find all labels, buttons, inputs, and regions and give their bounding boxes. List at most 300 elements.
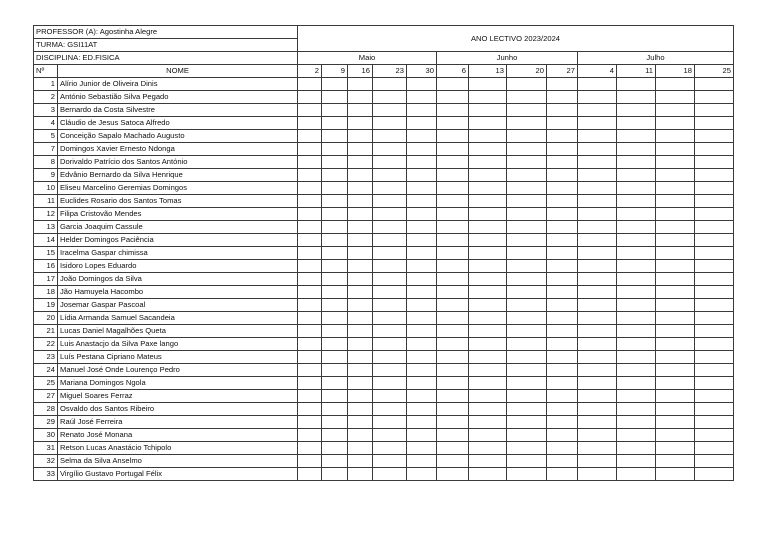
attendance-cell[interactable] (695, 104, 734, 117)
attendance-cell[interactable] (348, 78, 373, 91)
attendance-cell[interactable] (407, 260, 437, 273)
attendance-cell[interactable] (322, 234, 348, 247)
attendance-cell[interactable] (298, 221, 322, 234)
attendance-cell[interactable] (348, 260, 373, 273)
attendance-cell[interactable] (469, 143, 507, 156)
attendance-cell[interactable] (437, 403, 469, 416)
attendance-cell[interactable] (578, 104, 617, 117)
attendance-cell[interactable] (617, 299, 656, 312)
attendance-cell[interactable] (578, 286, 617, 299)
attendance-cell[interactable] (437, 468, 469, 481)
attendance-cell[interactable] (507, 169, 547, 182)
attendance-cell[interactable] (373, 260, 407, 273)
attendance-cell[interactable] (507, 390, 547, 403)
attendance-cell[interactable] (578, 429, 617, 442)
attendance-cell[interactable] (578, 273, 617, 286)
attendance-cell[interactable] (407, 325, 437, 338)
attendance-cell[interactable] (373, 325, 407, 338)
attendance-cell[interactable] (407, 286, 437, 299)
attendance-cell[interactable] (656, 429, 695, 442)
attendance-cell[interactable] (469, 390, 507, 403)
attendance-cell[interactable] (407, 104, 437, 117)
attendance-cell[interactable] (373, 416, 407, 429)
attendance-cell[interactable] (547, 364, 578, 377)
attendance-cell[interactable] (507, 247, 547, 260)
attendance-cell[interactable] (298, 338, 322, 351)
attendance-cell[interactable] (322, 468, 348, 481)
attendance-cell[interactable] (469, 416, 507, 429)
attendance-cell[interactable] (298, 234, 322, 247)
attendance-cell[interactable] (373, 221, 407, 234)
attendance-cell[interactable] (656, 468, 695, 481)
attendance-cell[interactable] (469, 442, 507, 455)
attendance-cell[interactable] (348, 468, 373, 481)
attendance-cell[interactable] (322, 195, 348, 208)
attendance-cell[interactable] (298, 455, 322, 468)
attendance-cell[interactable] (469, 455, 507, 468)
attendance-cell[interactable] (348, 195, 373, 208)
attendance-cell[interactable] (348, 143, 373, 156)
attendance-cell[interactable] (322, 403, 348, 416)
attendance-cell[interactable] (507, 468, 547, 481)
attendance-cell[interactable] (469, 338, 507, 351)
attendance-cell[interactable] (507, 117, 547, 130)
attendance-cell[interactable] (507, 442, 547, 455)
attendance-cell[interactable] (322, 416, 348, 429)
attendance-cell[interactable] (469, 351, 507, 364)
attendance-cell[interactable] (617, 442, 656, 455)
attendance-cell[interactable] (578, 143, 617, 156)
attendance-cell[interactable] (656, 182, 695, 195)
attendance-cell[interactable] (437, 325, 469, 338)
attendance-cell[interactable] (348, 299, 373, 312)
attendance-cell[interactable] (617, 377, 656, 390)
attendance-cell[interactable] (298, 390, 322, 403)
attendance-cell[interactable] (437, 351, 469, 364)
attendance-cell[interactable] (547, 117, 578, 130)
attendance-cell[interactable] (469, 299, 507, 312)
attendance-cell[interactable] (407, 455, 437, 468)
attendance-cell[interactable] (656, 286, 695, 299)
attendance-cell[interactable] (469, 91, 507, 104)
attendance-cell[interactable] (469, 169, 507, 182)
attendance-cell[interactable] (407, 390, 437, 403)
attendance-cell[interactable] (437, 182, 469, 195)
attendance-cell[interactable] (437, 78, 469, 91)
attendance-cell[interactable] (373, 338, 407, 351)
attendance-cell[interactable] (437, 286, 469, 299)
attendance-cell[interactable] (298, 286, 322, 299)
attendance-cell[interactable] (656, 143, 695, 156)
attendance-cell[interactable] (695, 260, 734, 273)
attendance-cell[interactable] (322, 117, 348, 130)
attendance-cell[interactable] (322, 182, 348, 195)
attendance-cell[interactable] (547, 442, 578, 455)
attendance-cell[interactable] (695, 312, 734, 325)
attendance-cell[interactable] (578, 312, 617, 325)
attendance-cell[interactable] (469, 104, 507, 117)
attendance-cell[interactable] (407, 468, 437, 481)
attendance-cell[interactable] (617, 104, 656, 117)
attendance-cell[interactable] (578, 78, 617, 91)
attendance-cell[interactable] (348, 117, 373, 130)
attendance-cell[interactable] (469, 117, 507, 130)
attendance-cell[interactable] (348, 442, 373, 455)
attendance-cell[interactable] (348, 286, 373, 299)
attendance-cell[interactable] (507, 286, 547, 299)
attendance-cell[interactable] (578, 91, 617, 104)
attendance-cell[interactable] (298, 260, 322, 273)
attendance-cell[interactable] (469, 195, 507, 208)
attendance-cell[interactable] (437, 442, 469, 455)
attendance-cell[interactable] (617, 182, 656, 195)
attendance-cell[interactable] (656, 351, 695, 364)
attendance-cell[interactable] (507, 377, 547, 390)
attendance-cell[interactable] (656, 195, 695, 208)
attendance-cell[interactable] (469, 312, 507, 325)
attendance-cell[interactable] (656, 273, 695, 286)
attendance-cell[interactable] (407, 169, 437, 182)
attendance-cell[interactable] (373, 156, 407, 169)
attendance-cell[interactable] (348, 312, 373, 325)
attendance-cell[interactable] (547, 390, 578, 403)
attendance-cell[interactable] (656, 338, 695, 351)
attendance-cell[interactable] (298, 442, 322, 455)
attendance-cell[interactable] (656, 455, 695, 468)
attendance-cell[interactable] (437, 117, 469, 130)
attendance-cell[interactable] (547, 208, 578, 221)
attendance-cell[interactable] (348, 338, 373, 351)
attendance-cell[interactable] (617, 195, 656, 208)
attendance-cell[interactable] (407, 91, 437, 104)
attendance-cell[interactable] (469, 260, 507, 273)
attendance-cell[interactable] (547, 455, 578, 468)
attendance-cell[interactable] (322, 208, 348, 221)
attendance-cell[interactable] (547, 312, 578, 325)
attendance-cell[interactable] (695, 78, 734, 91)
attendance-cell[interactable] (547, 273, 578, 286)
attendance-cell[interactable] (547, 182, 578, 195)
attendance-cell[interactable] (507, 260, 547, 273)
attendance-cell[interactable] (617, 169, 656, 182)
attendance-cell[interactable] (407, 416, 437, 429)
attendance-cell[interactable] (298, 143, 322, 156)
attendance-cell[interactable] (695, 338, 734, 351)
attendance-cell[interactable] (373, 364, 407, 377)
attendance-cell[interactable] (348, 247, 373, 260)
attendance-cell[interactable] (373, 208, 407, 221)
attendance-cell[interactable] (407, 351, 437, 364)
attendance-cell[interactable] (507, 143, 547, 156)
attendance-cell[interactable] (617, 78, 656, 91)
attendance-cell[interactable] (348, 182, 373, 195)
attendance-cell[interactable] (695, 208, 734, 221)
attendance-cell[interactable] (348, 377, 373, 390)
attendance-cell[interactable] (469, 429, 507, 442)
attendance-cell[interactable] (695, 442, 734, 455)
attendance-cell[interactable] (578, 117, 617, 130)
attendance-cell[interactable] (298, 299, 322, 312)
attendance-cell[interactable] (617, 247, 656, 260)
attendance-cell[interactable] (322, 299, 348, 312)
attendance-cell[interactable] (695, 195, 734, 208)
attendance-cell[interactable] (507, 208, 547, 221)
attendance-cell[interactable] (348, 156, 373, 169)
attendance-cell[interactable] (298, 429, 322, 442)
attendance-cell[interactable] (322, 130, 348, 143)
attendance-cell[interactable] (695, 364, 734, 377)
attendance-cell[interactable] (407, 429, 437, 442)
attendance-cell[interactable] (298, 169, 322, 182)
attendance-cell[interactable] (507, 416, 547, 429)
attendance-cell[interactable] (656, 234, 695, 247)
attendance-cell[interactable] (617, 117, 656, 130)
attendance-cell[interactable] (547, 429, 578, 442)
attendance-cell[interactable] (373, 234, 407, 247)
attendance-cell[interactable] (322, 312, 348, 325)
attendance-cell[interactable] (547, 299, 578, 312)
attendance-cell[interactable] (348, 325, 373, 338)
attendance-cell[interactable] (578, 247, 617, 260)
attendance-cell[interactable] (322, 377, 348, 390)
attendance-cell[interactable] (407, 377, 437, 390)
attendance-cell[interactable] (656, 247, 695, 260)
attendance-cell[interactable] (348, 234, 373, 247)
attendance-cell[interactable] (656, 377, 695, 390)
attendance-cell[interactable] (373, 377, 407, 390)
attendance-cell[interactable] (656, 91, 695, 104)
attendance-cell[interactable] (617, 260, 656, 273)
attendance-cell[interactable] (578, 234, 617, 247)
attendance-cell[interactable] (656, 169, 695, 182)
attendance-cell[interactable] (617, 416, 656, 429)
attendance-cell[interactable] (373, 312, 407, 325)
attendance-cell[interactable] (373, 390, 407, 403)
attendance-cell[interactable] (437, 208, 469, 221)
attendance-cell[interactable] (578, 351, 617, 364)
attendance-cell[interactable] (437, 364, 469, 377)
attendance-cell[interactable] (656, 78, 695, 91)
attendance-cell[interactable] (437, 429, 469, 442)
attendance-cell[interactable] (298, 416, 322, 429)
attendance-cell[interactable] (578, 468, 617, 481)
attendance-cell[interactable] (507, 156, 547, 169)
attendance-cell[interactable] (373, 468, 407, 481)
attendance-cell[interactable] (298, 377, 322, 390)
attendance-cell[interactable] (547, 247, 578, 260)
attendance-cell[interactable] (695, 182, 734, 195)
attendance-cell[interactable] (617, 455, 656, 468)
attendance-cell[interactable] (437, 169, 469, 182)
attendance-cell[interactable] (437, 377, 469, 390)
attendance-cell[interactable] (617, 325, 656, 338)
attendance-cell[interactable] (373, 117, 407, 130)
attendance-cell[interactable] (547, 403, 578, 416)
attendance-cell[interactable] (407, 234, 437, 247)
attendance-cell[interactable] (547, 104, 578, 117)
attendance-cell[interactable] (656, 130, 695, 143)
attendance-cell[interactable] (656, 299, 695, 312)
attendance-cell[interactable] (695, 130, 734, 143)
attendance-cell[interactable] (298, 325, 322, 338)
attendance-cell[interactable] (547, 234, 578, 247)
attendance-cell[interactable] (695, 286, 734, 299)
attendance-cell[interactable] (507, 455, 547, 468)
attendance-cell[interactable] (407, 299, 437, 312)
attendance-cell[interactable] (298, 208, 322, 221)
attendance-cell[interactable] (322, 429, 348, 442)
attendance-cell[interactable] (617, 364, 656, 377)
attendance-cell[interactable] (373, 286, 407, 299)
attendance-cell[interactable] (407, 364, 437, 377)
attendance-cell[interactable] (298, 91, 322, 104)
attendance-cell[interactable] (437, 312, 469, 325)
attendance-cell[interactable] (547, 156, 578, 169)
attendance-cell[interactable] (373, 104, 407, 117)
attendance-cell[interactable] (507, 91, 547, 104)
attendance-cell[interactable] (298, 273, 322, 286)
attendance-cell[interactable] (547, 130, 578, 143)
attendance-cell[interactable] (298, 247, 322, 260)
attendance-cell[interactable] (578, 299, 617, 312)
attendance-cell[interactable] (547, 221, 578, 234)
attendance-cell[interactable] (407, 442, 437, 455)
attendance-cell[interactable] (507, 130, 547, 143)
attendance-cell[interactable] (578, 169, 617, 182)
attendance-cell[interactable] (407, 247, 437, 260)
attendance-cell[interactable] (407, 117, 437, 130)
attendance-cell[interactable] (298, 104, 322, 117)
attendance-cell[interactable] (507, 338, 547, 351)
attendance-cell[interactable] (578, 338, 617, 351)
attendance-cell[interactable] (469, 286, 507, 299)
attendance-cell[interactable] (617, 273, 656, 286)
attendance-cell[interactable] (298, 364, 322, 377)
attendance-cell[interactable] (507, 182, 547, 195)
attendance-cell[interactable] (695, 117, 734, 130)
attendance-cell[interactable] (407, 312, 437, 325)
attendance-cell[interactable] (695, 156, 734, 169)
attendance-cell[interactable] (348, 208, 373, 221)
attendance-cell[interactable] (469, 325, 507, 338)
attendance-cell[interactable] (695, 377, 734, 390)
attendance-cell[interactable] (322, 338, 348, 351)
attendance-cell[interactable] (578, 260, 617, 273)
attendance-cell[interactable] (617, 351, 656, 364)
attendance-cell[interactable] (656, 208, 695, 221)
attendance-cell[interactable] (617, 221, 656, 234)
attendance-cell[interactable] (322, 364, 348, 377)
attendance-cell[interactable] (298, 117, 322, 130)
attendance-cell[interactable] (348, 416, 373, 429)
attendance-cell[interactable] (656, 442, 695, 455)
attendance-cell[interactable] (373, 195, 407, 208)
attendance-cell[interactable] (617, 468, 656, 481)
attendance-cell[interactable] (547, 143, 578, 156)
attendance-cell[interactable] (695, 234, 734, 247)
attendance-cell[interactable] (348, 273, 373, 286)
attendance-cell[interactable] (578, 455, 617, 468)
attendance-cell[interactable] (547, 351, 578, 364)
attendance-cell[interactable] (547, 195, 578, 208)
attendance-cell[interactable] (437, 390, 469, 403)
attendance-cell[interactable] (617, 338, 656, 351)
attendance-cell[interactable] (507, 312, 547, 325)
attendance-cell[interactable] (322, 221, 348, 234)
attendance-cell[interactable] (695, 169, 734, 182)
attendance-cell[interactable] (437, 221, 469, 234)
attendance-cell[interactable] (695, 455, 734, 468)
attendance-cell[interactable] (578, 390, 617, 403)
attendance-cell[interactable] (348, 169, 373, 182)
attendance-cell[interactable] (373, 91, 407, 104)
attendance-cell[interactable] (373, 247, 407, 260)
attendance-cell[interactable] (507, 403, 547, 416)
attendance-cell[interactable] (507, 221, 547, 234)
attendance-cell[interactable] (656, 403, 695, 416)
attendance-cell[interactable] (695, 273, 734, 286)
attendance-cell[interactable] (407, 208, 437, 221)
attendance-cell[interactable] (437, 234, 469, 247)
attendance-cell[interactable] (507, 325, 547, 338)
attendance-cell[interactable] (407, 403, 437, 416)
attendance-cell[interactable] (469, 221, 507, 234)
attendance-cell[interactable] (373, 169, 407, 182)
attendance-cell[interactable] (507, 351, 547, 364)
attendance-cell[interactable] (437, 130, 469, 143)
attendance-cell[interactable] (578, 325, 617, 338)
attendance-cell[interactable] (695, 351, 734, 364)
attendance-cell[interactable] (695, 247, 734, 260)
attendance-cell[interactable] (298, 403, 322, 416)
attendance-cell[interactable] (617, 208, 656, 221)
attendance-cell[interactable] (578, 416, 617, 429)
attendance-cell[interactable] (322, 390, 348, 403)
attendance-cell[interactable] (695, 416, 734, 429)
attendance-cell[interactable] (348, 429, 373, 442)
attendance-cell[interactable] (547, 260, 578, 273)
attendance-cell[interactable] (547, 169, 578, 182)
attendance-cell[interactable] (695, 390, 734, 403)
attendance-cell[interactable] (298, 468, 322, 481)
attendance-cell[interactable] (373, 273, 407, 286)
attendance-cell[interactable] (373, 442, 407, 455)
attendance-cell[interactable] (547, 78, 578, 91)
attendance-cell[interactable] (407, 182, 437, 195)
attendance-cell[interactable] (469, 273, 507, 286)
attendance-cell[interactable] (617, 429, 656, 442)
attendance-cell[interactable] (547, 377, 578, 390)
attendance-cell[interactable] (547, 338, 578, 351)
attendance-cell[interactable] (469, 156, 507, 169)
attendance-cell[interactable] (469, 234, 507, 247)
attendance-cell[interactable] (695, 299, 734, 312)
attendance-cell[interactable] (578, 182, 617, 195)
attendance-cell[interactable] (695, 91, 734, 104)
attendance-cell[interactable] (373, 78, 407, 91)
attendance-cell[interactable] (656, 390, 695, 403)
attendance-cell[interactable] (348, 403, 373, 416)
attendance-cell[interactable] (373, 299, 407, 312)
attendance-cell[interactable] (547, 468, 578, 481)
attendance-cell[interactable] (656, 325, 695, 338)
attendance-cell[interactable] (578, 156, 617, 169)
attendance-cell[interactable] (322, 273, 348, 286)
attendance-cell[interactable] (373, 429, 407, 442)
attendance-cell[interactable] (547, 325, 578, 338)
attendance-cell[interactable] (578, 442, 617, 455)
attendance-cell[interactable] (469, 78, 507, 91)
